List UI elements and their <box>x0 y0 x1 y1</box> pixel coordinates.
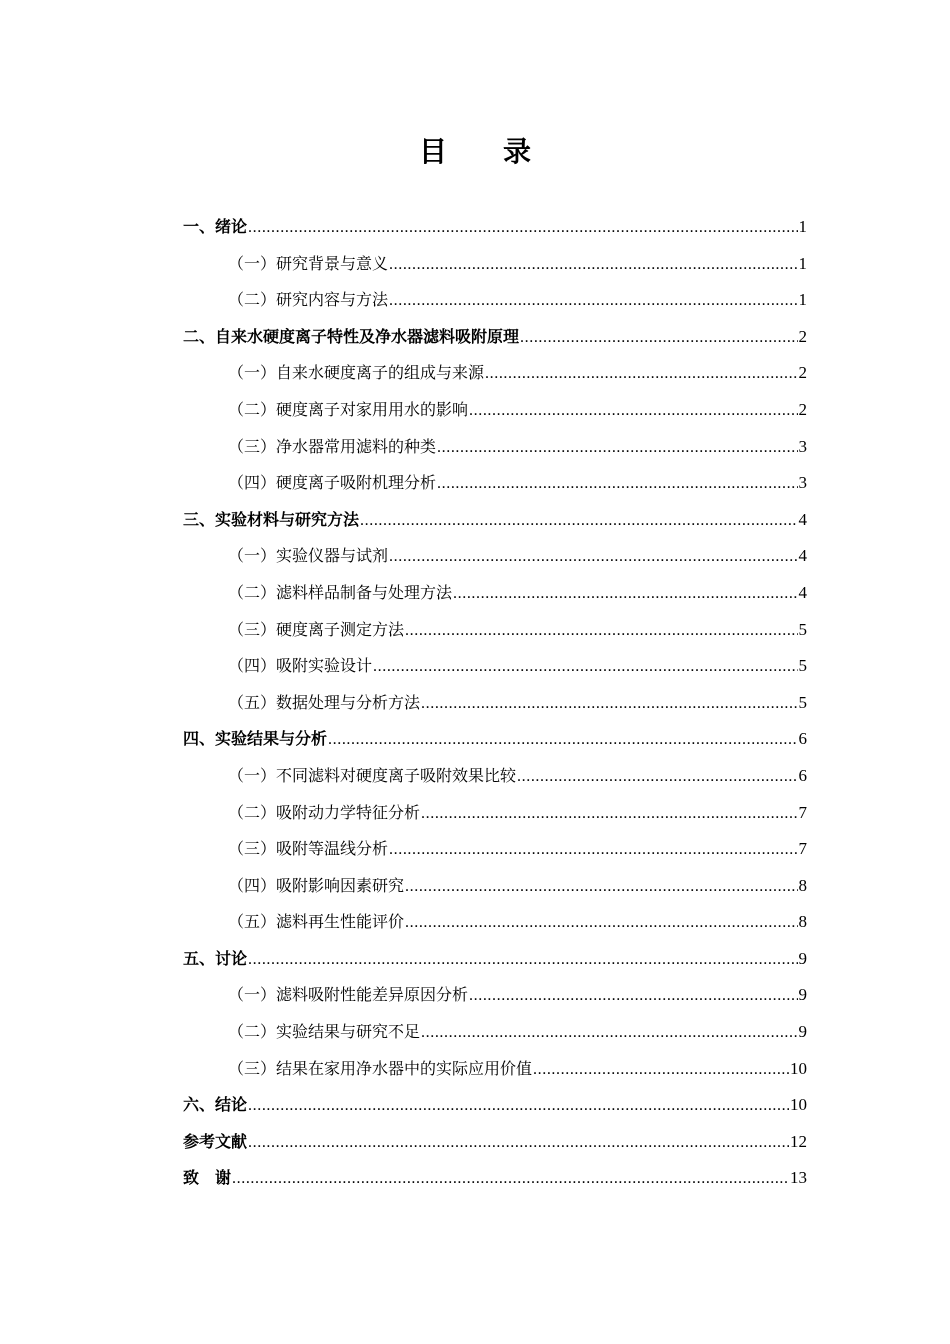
toc-page-number: 9 <box>798 948 807 968</box>
toc-entry-title: 致 谢 <box>183 1168 232 1188</box>
toc-dot-leader <box>405 613 797 650</box>
toc-dot-leader <box>248 210 797 247</box>
toc-dot-leader <box>389 539 797 576</box>
toc-entry-title: （一）研究背景与意义 <box>228 253 389 273</box>
toc-entry-title: （一）不同滤料对硬度离子吸附效果比较 <box>228 765 517 785</box>
toc-dot-leader <box>389 247 797 284</box>
toc-page-number: 9 <box>798 1022 807 1042</box>
toc-entry-title: （三）吸附等温线分析 <box>228 839 389 859</box>
toc-page-number: 12 <box>790 1131 807 1151</box>
toc-section-entry[interactable] <box>183 795 807 832</box>
toc-entry-title: （五）数据处理与分析方法 <box>228 692 421 712</box>
toc-entry-title: （四）吸附影响因素研究 <box>228 875 405 895</box>
toc-section-entry[interactable] <box>183 831 807 868</box>
toc-entry-title: 参考文献 <box>183 1131 248 1151</box>
toc-entry-title: （五）滤料再生性能评价 <box>228 912 405 932</box>
toc-dot-leader <box>405 869 797 906</box>
toc-entry-title: 二、自来水硬度离子特性及净水器滤料吸附原理 <box>183 326 520 346</box>
toc-entry-title: 四、实验结果与分析 <box>183 729 328 749</box>
toc-section-entry[interactable] <box>183 648 807 685</box>
toc-section-entry[interactable] <box>183 977 807 1014</box>
toc-chapter-entry[interactable] <box>183 502 807 539</box>
toc-page-number: 2 <box>798 326 807 346</box>
toc-page-number: 8 <box>798 875 807 895</box>
toc-chapter-entry[interactable] <box>183 209 807 246</box>
toc-section-entry[interactable] <box>183 868 807 905</box>
toc-chapter-entry[interactable] <box>183 1124 807 1161</box>
toc-section-entry[interactable] <box>183 1051 807 1088</box>
toc-dot-leader <box>469 393 797 430</box>
toc-dot-leader <box>453 576 797 613</box>
toc-page-number: 4 <box>798 546 807 566</box>
toc-dot-leader <box>389 832 797 869</box>
toc-page-number: 2 <box>798 363 807 383</box>
toc-entry-title: （四）吸附实验设计 <box>228 656 373 676</box>
toc-chapter-entry[interactable] <box>183 721 807 758</box>
toc-page-number: 3 <box>798 436 807 456</box>
toc-entry-title: 六、结论 <box>183 1095 248 1115</box>
toc-entry-title: （二）硬度离子对家用用水的影响 <box>228 399 469 419</box>
toc-dot-leader <box>389 283 797 320</box>
toc-section-entry[interactable] <box>183 612 807 649</box>
toc-page-number: 5 <box>798 619 807 639</box>
toc-dot-leader <box>469 978 797 1015</box>
toc-page-number: 8 <box>798 912 807 932</box>
toc-chapter-entry[interactable] <box>183 1087 807 1124</box>
toc-entry-title: （二）实验结果与研究不足 <box>228 1022 421 1042</box>
toc-entry-title: （二）研究内容与方法 <box>228 290 389 310</box>
toc-dot-leader <box>328 722 797 759</box>
toc-page-number: 13 <box>790 1168 807 1188</box>
toc-entry-title: 一、绪论 <box>183 217 248 236</box>
toc-section-entry[interactable] <box>183 685 807 722</box>
toc-dot-leader <box>437 430 797 467</box>
toc-page-number: 6 <box>798 765 807 785</box>
toc-entry-title: （一）滤料吸附性能差异原因分析 <box>228 985 469 1005</box>
toc-dot-leader <box>421 686 797 723</box>
toc-section-entry[interactable] <box>183 538 807 575</box>
toc-entry-title: （一）自来水硬度离子的组成与来源 <box>228 363 485 383</box>
toc-entry-title: （四）硬度离子吸附机理分析 <box>228 473 437 493</box>
toc-page-number: 5 <box>798 656 807 676</box>
toc-dot-leader <box>437 466 797 503</box>
toc-chapter-entry[interactable] <box>183 1160 807 1197</box>
toc-page-number: 2 <box>798 399 807 419</box>
toc-page-number: 1 <box>798 290 807 310</box>
toc-section-entry[interactable] <box>183 1014 807 1051</box>
toc-section-entry[interactable] <box>183 904 807 941</box>
toc-dot-leader <box>248 1088 789 1125</box>
toc-dot-leader <box>360 503 797 540</box>
toc-entry-title: （一）实验仪器与试剂 <box>228 546 389 566</box>
toc-section-entry[interactable] <box>183 282 807 319</box>
toc-section-entry[interactable] <box>183 355 807 392</box>
toc-entry-title: （三）结果在家用净水器中的实际应用价值 <box>228 1058 533 1078</box>
toc-section-entry[interactable] <box>183 429 807 466</box>
toc-dot-leader <box>248 942 797 979</box>
toc-dot-leader <box>421 796 797 833</box>
toc-entry-title: （二）吸附动力学特征分析 <box>228 802 421 822</box>
toc-page-number: 3 <box>798 473 807 493</box>
toc-page-number: 1 <box>798 217 807 236</box>
toc-section-entry[interactable] <box>183 392 807 429</box>
toc-dot-leader <box>517 759 797 796</box>
toc-entry-title: （三）硬度离子测定方法 <box>228 619 405 639</box>
toc-section-entry[interactable] <box>183 246 807 283</box>
toc-page-number: 9 <box>798 985 807 1005</box>
toc-dot-leader <box>485 356 797 393</box>
toc-page-number: 7 <box>798 839 807 859</box>
toc-section-entry[interactable] <box>183 575 807 612</box>
toc-page-number: 10 <box>790 1095 807 1115</box>
toc-entry-title: 三、实验材料与研究方法 <box>183 509 360 529</box>
toc-entry-title: （三）净水器常用滤料的种类 <box>228 436 437 456</box>
toc-page-number: 4 <box>798 582 807 602</box>
toc-dot-leader <box>405 905 797 942</box>
toc-dot-leader <box>232 1161 789 1198</box>
toc-page-number: 5 <box>798 692 807 712</box>
toc-section-entry[interactable] <box>183 758 807 795</box>
toc-chapter-entry[interactable] <box>183 319 807 356</box>
toc-entry-title: （二）滤料样品制备与处理方法 <box>228 582 453 602</box>
toc-entry-title: 五、讨论 <box>183 948 248 968</box>
toc-dot-leader <box>520 320 797 357</box>
toc-section-entry[interactable] <box>183 465 807 502</box>
toc-dot-leader <box>421 1015 797 1052</box>
toc-dot-leader <box>373 649 797 686</box>
toc-page-number: 7 <box>798 802 807 822</box>
toc-page-number: 10 <box>790 1058 807 1078</box>
toc-dot-leader <box>248 1125 789 1162</box>
toc-page-number: 4 <box>798 509 807 529</box>
page-title: 目 录 <box>418 135 545 168</box>
toc-dot-leader <box>533 1052 789 1089</box>
table-of-contents <box>183 209 807 1197</box>
toc-chapter-entry[interactable] <box>183 941 807 978</box>
toc-page-number: 1 <box>798 253 807 273</box>
toc-page-number: 6 <box>798 729 807 749</box>
